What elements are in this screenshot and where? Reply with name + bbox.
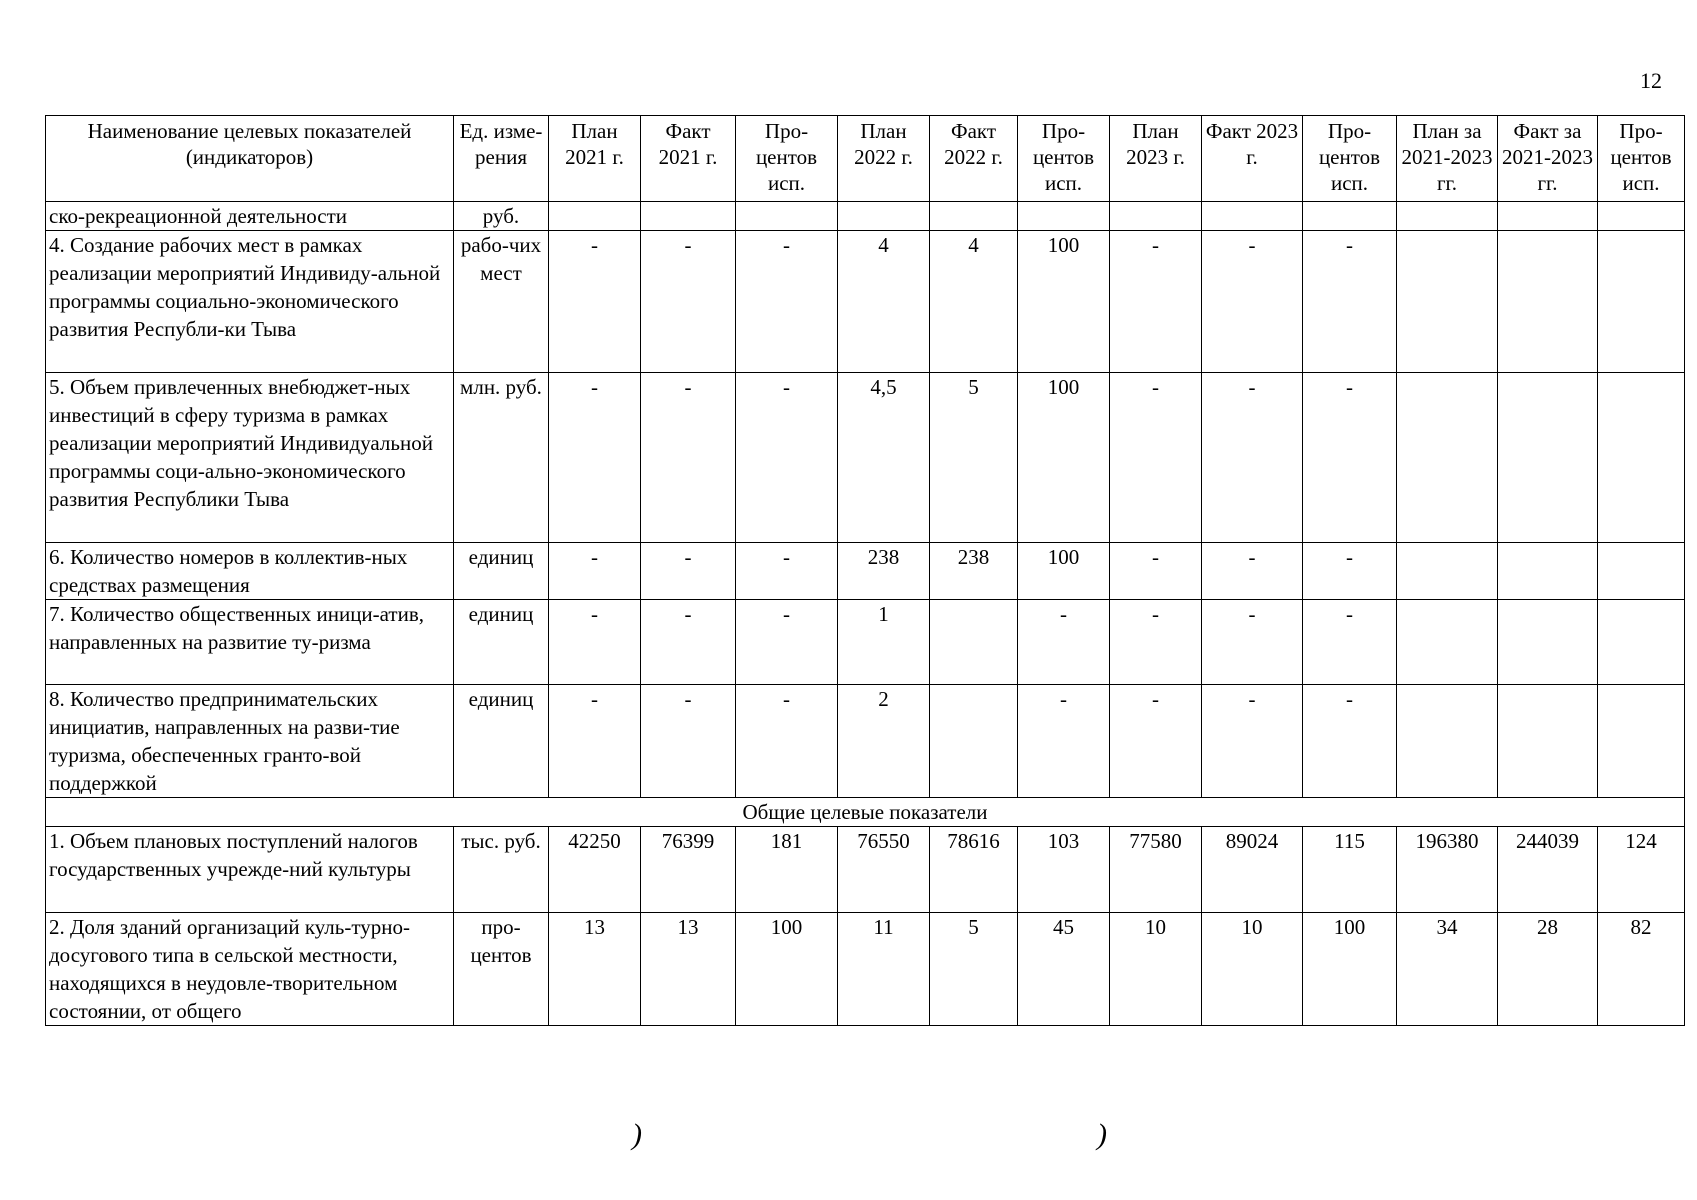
header-unit: Ед. изме-рения [454, 116, 549, 202]
header-fact-total: Факт за 2021-2023 гг. [1498, 116, 1598, 202]
indicator-name: 2. Доля зданий организаций куль-турно-досугового типа в сельской местности, находящихся в неудовле-творительном состоянии, от общего [46, 913, 454, 1026]
indicator-name: 8. Количество предпринимательских инициатив, направленных на разви-тие туризма, обеспеченных гранто-вой поддержкой [46, 685, 454, 798]
indicator-value: 1 [838, 600, 930, 685]
indicator-value: 45 [1018, 913, 1110, 1026]
indicator-value: - [549, 685, 641, 798]
indicator-value: 42250 [549, 827, 641, 913]
indicator-value: 77580 [1110, 827, 1202, 913]
indicator-value: 100 [1018, 543, 1110, 600]
indicator-value [1598, 231, 1685, 373]
indicator-value [1397, 600, 1498, 685]
indicator-name: 1. Объем плановых поступлений налогов государственных учрежде-ний культуры [46, 827, 454, 913]
indicator-value [1303, 202, 1397, 231]
indicator-value: - [1202, 543, 1303, 600]
indicator-value: - [1303, 373, 1397, 543]
indicator-value: - [641, 685, 736, 798]
header-name: Наименование целевых показателей (индикаторов) [46, 116, 454, 202]
indicator-value: 181 [736, 827, 838, 913]
indicator-value: 238 [930, 543, 1018, 600]
section-title: Общие целевые показатели [46, 798, 1685, 827]
indicator-value [1202, 202, 1303, 231]
indicator-value: 13 [549, 913, 641, 1026]
indicator-value [1598, 543, 1685, 600]
table-row [46, 827, 1685, 913]
header-fact-2023: Факт 2023 г. [1202, 116, 1303, 202]
header-fact-2021: Факт 2021 г. [641, 116, 736, 202]
indicator-value [1018, 202, 1110, 231]
indicator-value [1598, 373, 1685, 543]
indicator-value: 100 [1303, 913, 1397, 1026]
indicator-value: - [1202, 231, 1303, 373]
indicator-value: - [641, 231, 736, 373]
indicator-value: - [549, 231, 641, 373]
indicator-value: 238 [838, 543, 930, 600]
indicator-value [1598, 202, 1685, 231]
header-plan-2021: План 2021 г. [549, 116, 641, 202]
indicator-value: - [736, 543, 838, 600]
indicator-unit: руб. [454, 202, 549, 231]
indicator-value: 76550 [838, 827, 930, 913]
table-row [46, 600, 1685, 685]
indicator-value: - [1303, 231, 1397, 373]
indicator-unit: тыс. руб. [454, 827, 549, 913]
indicator-value [930, 202, 1018, 231]
indicator-value: - [1110, 231, 1202, 373]
header-plan-2022: План 2022 г. [838, 116, 930, 202]
indicator-value: - [736, 600, 838, 685]
indicator-value: 4 [838, 231, 930, 373]
table-header-row [46, 116, 1685, 202]
indicator-value: - [549, 373, 641, 543]
indicator-unit: про-центов [454, 913, 549, 1026]
header-percent-2021: Про-центов исп. [736, 116, 838, 202]
indicator-value [1598, 685, 1685, 798]
bottom-mark-left: ) [632, 1118, 642, 1151]
indicator-value [1397, 202, 1498, 231]
indicator-value: 11 [838, 913, 930, 1026]
indicator-unit: млн. руб. [454, 373, 549, 543]
indicator-value: - [1303, 685, 1397, 798]
indicator-value: 103 [1018, 827, 1110, 913]
indicator-value: 115 [1303, 827, 1397, 913]
indicator-value [1498, 600, 1598, 685]
indicator-value: 124 [1598, 827, 1685, 913]
header-percent-2023: Про-центов исп. [1303, 116, 1397, 202]
indicator-value [1498, 685, 1598, 798]
table-row [46, 913, 1685, 1026]
indicator-value: 100 [736, 913, 838, 1026]
indicator-value: - [641, 373, 736, 543]
indicator-value: 244039 [1498, 827, 1598, 913]
indicator-value: 89024 [1202, 827, 1303, 913]
indicator-value: - [1110, 600, 1202, 685]
indicator-value [930, 685, 1018, 798]
header-percent-total: Про-центов исп. [1598, 116, 1685, 202]
indicator-value [1397, 373, 1498, 543]
indicator-value [1397, 685, 1498, 798]
page-number: 12 [1640, 68, 1662, 93]
indicator-value: - [549, 543, 641, 600]
indicators-table [45, 115, 1685, 1026]
indicator-value: 76399 [641, 827, 736, 913]
table-row [46, 543, 1685, 600]
indicator-value: 100 [1018, 373, 1110, 543]
indicator-value: - [1303, 600, 1397, 685]
indicator-value: - [641, 543, 736, 600]
header-plan-total: План за 2021-2023 гг. [1397, 116, 1498, 202]
indicator-unit: рабо-чих мест [454, 231, 549, 373]
indicator-value: - [1202, 600, 1303, 685]
indicator-value [1498, 373, 1598, 543]
indicator-value: 10 [1110, 913, 1202, 1026]
indicator-value: 4 [930, 231, 1018, 373]
indicator-value: - [1018, 685, 1110, 798]
section-row [46, 798, 1685, 827]
indicator-value: 28 [1498, 913, 1598, 1026]
indicator-value [736, 202, 838, 231]
indicator-value [549, 202, 641, 231]
indicator-unit: единиц [454, 600, 549, 685]
indicator-name: 7. Количество общественных иници-атив, направленных на развитие ту-ризма [46, 600, 454, 685]
indicator-value [1498, 231, 1598, 373]
indicator-value: 78616 [930, 827, 1018, 913]
indicator-value: - [1110, 373, 1202, 543]
indicator-value [1498, 543, 1598, 600]
indicator-value: - [1202, 685, 1303, 798]
indicator-value [838, 202, 930, 231]
indicator-value [1397, 543, 1498, 600]
indicator-value [1598, 600, 1685, 685]
header-percent-2022: Про-центов исп. [1018, 116, 1110, 202]
indicator-value: 100 [1018, 231, 1110, 373]
bottom-mark-right: ) [1097, 1118, 1107, 1151]
indicator-name: ско-рекреационной деятельности [46, 202, 454, 231]
indicator-value: 13 [641, 913, 736, 1026]
indicator-value: - [736, 231, 838, 373]
indicator-value [930, 600, 1018, 685]
indicator-value: - [736, 685, 838, 798]
indicator-value: - [641, 600, 736, 685]
indicator-value: - [549, 600, 641, 685]
indicator-value [1397, 231, 1498, 373]
indicator-value: - [736, 373, 838, 543]
indicator-value: 10 [1202, 913, 1303, 1026]
indicator-value: 82 [1598, 913, 1685, 1026]
indicator-value: 34 [1397, 913, 1498, 1026]
indicator-value: 196380 [1397, 827, 1498, 913]
table-row [46, 685, 1685, 798]
indicator-value: - [1303, 543, 1397, 600]
table-row [46, 202, 1685, 231]
indicator-value: - [1202, 373, 1303, 543]
indicator-name: 5. Объем привлеченных внебюджет-ных инвестиций в сферу туризма в рамках реализации мероприятий Индивидуальной программы соци-ально-экономического развития Республики Тыва [46, 373, 454, 543]
indicator-value: 2 [838, 685, 930, 798]
indicator-name: 4. Создание рабочих мест в рамках реализации мероприятий Индивиду-альной программы социально-экономического развития Республи-ки Тыва [46, 231, 454, 373]
table-row [46, 231, 1685, 373]
indicator-value: - [1110, 685, 1202, 798]
indicator-value [641, 202, 736, 231]
indicator-value: 5 [930, 913, 1018, 1026]
indicator-value: 4,5 [838, 373, 930, 543]
indicator-value [1110, 202, 1202, 231]
indicator-value: - [1110, 543, 1202, 600]
indicator-unit: единиц [454, 685, 549, 798]
header-fact-2022: Факт 2022 г. [930, 116, 1018, 202]
indicator-name: 6. Количество номеров в коллектив-ных средствах размещения [46, 543, 454, 600]
indicator-unit: единиц [454, 543, 549, 600]
indicator-value [1498, 202, 1598, 231]
indicator-value: 5 [930, 373, 1018, 543]
table-row [46, 373, 1685, 543]
header-plan-2023: План 2023 г. [1110, 116, 1202, 202]
indicator-value: - [1018, 600, 1110, 685]
